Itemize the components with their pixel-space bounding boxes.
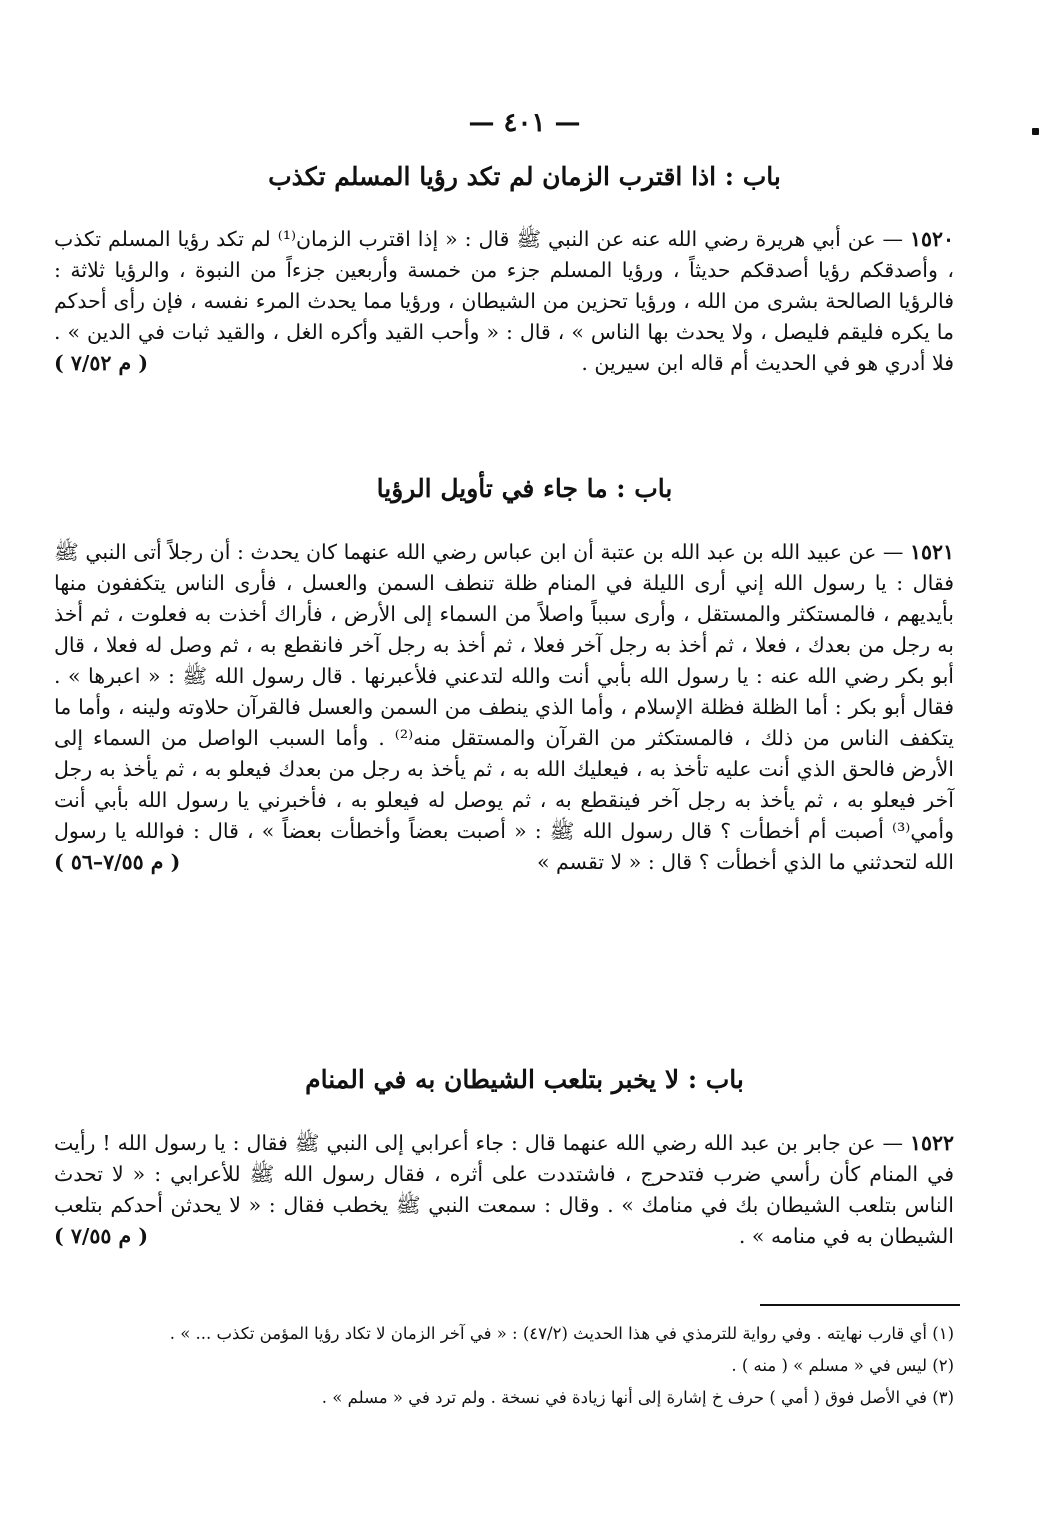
hadith-text: — عن جابر بن عبد الله رضي الله عنهما قال : جاء أعرابي إلى النبي ﷺ فقال : يا رسول الله ! رأيت في المنام كأن رأسي ضرب فتدحرج ، فاشتددت على أثره ، فقال رسول الله ﷺ للأعرابي : « لا تحدث الناس بتلعب الشيطان بك في منامك » . وقال : سمعت النبي ﷺ يخطب فقال : « لا يحدثن أحدكم بتلعب الشيطان به في منامه » .	[54, 1131, 954, 1248]
footnote: (٢) ليس في « مسلم » ( منه ) .	[731, 1356, 954, 1375]
footnotes	[54, 1318, 954, 1414]
source-reference: ( م ٧/٥٥ )	[54, 1224, 149, 1248]
hadith-text: — عن أبي هريرة رضي الله عنه عن النبي ﷺ قال : « إذا اقترب الزمان⁽¹⁾ لم تكد رؤيا المسلم تكذب ، وأصدقكم رؤيا أصدقكم حديثاً ، ورؤيا المسلم جزء من خمسة وأربعين جزءاً من النبوة ، والرؤيا ثلاثة : فالرؤيا الصالحة بشرى من الله ، ورؤيا تحزين من الشيطان ، ورؤيا مما يحدث المرء نفسه ، فإن رأى أحدكم ما يكره فليقم فليصل ، ولا يحدث بها الناس » ، قال : « وأحب القيد وأكره الغل ، والقيد ثبات في الدين » . فلا أدري هو في الحديث أم قاله ابن سيرين .	[54, 227, 954, 375]
chapter-heading: باب : ما جاء في تأويل الرؤيا	[376, 474, 673, 503]
hadith-number: ١٥٢٢	[909, 1131, 954, 1155]
source-reference: ( م ٧/٥٢ )	[54, 351, 149, 375]
footnote: (١) أي قارب نهايته . وفي رواية للترمذي في هذا الحديث (٤٧/٢) : « في آخر الزمان لا تكاد رؤيا المؤمن تكذب ... » .	[169, 1324, 954, 1343]
hadith-paragraph	[54, 537, 954, 878]
margin-dot	[1032, 128, 1039, 135]
chapter-heading: باب : لا يخبر بتلعب الشيطان به في المنام	[305, 1065, 744, 1094]
footnote-divider	[760, 1304, 960, 1306]
chapter-heading: باب : اذا اقترب الزمان لم تكد رؤيا المسلم تكذب	[268, 162, 781, 191]
hadith-paragraph	[54, 1128, 954, 1252]
hadith-paragraph	[54, 224, 954, 379]
hadith-number: ١٥٢١	[909, 540, 954, 564]
hadith-text: — عن عبيد الله بن عبد الله بن عتبة أن ابن عباس رضي الله عنهما كان يحدث : أن رجلاً أتى النبي ﷺ فقال : يا رسول الله إني أرى الليلة في المنام ظلة تنطف السمن والعسل ، فأرى الناس يتكففون منها بأيديهم ، فالمستكثر والمستقل ، وأرى سبباً واصلاً من السماء إلى الأرض ، فأراك أخذت به فعلوت ، ثم أخذ به رجل من بعدك ، فعلا ، ثم أخذ به رجل آخر فعلا ، ثم أخذ به رجل آخر فانقطع به ، ثم وصل له فعلا ، قال أبو بكر رضي الله عنه : يا رسول الله بأبي أنت والله لتدعني فلأعبرنها . قال رسول الله ﷺ : « اعبرها » . فقال أبو بكر : أما الظلة فظلة الإسلام ، وأما الذي ينطف من السمن والعسل فالقرآن حلاوته ولينه ، وأما ما يتكفف الناس من ذلك ، فالمستكثر من القرآن والمستقل منه⁽²⁾ . وأما السبب الواصل من السماء إلى الأرض فالحق الذي أنت عليه تأخذ به ، فيعليك الله به ، ثم يأخذ به رجل من بعدك فيعلو به ، ثم يأخذ به رجل آخر فيعلو به ، ثم يأخذ به رجل آخر فينقطع به ، ثم يوصل له فيعلو به ، فأخبرني يا رسول الله بأبي أنت وأمي⁽³⁾ أصبت أم أخطأت ؟ قال رسول الله ﷺ : « أصبت بعضاً وأخطأت بعضاً » ، قال : فوالله يا رسول الله لتحدثني ما الذي أخطأت ؟ قال : « لا تقسم »	[54, 540, 954, 874]
source-reference: ( م ٧/٥٥–٥٦ )	[54, 850, 181, 874]
page-number: — ٤٠١ —	[468, 108, 581, 138]
hadith-number: ١٥٢٠	[909, 227, 954, 251]
footnote: (٣) في الأصل فوق ( أمي ) حرف خ إشارة إلى أنها زيادة في نسخة . ولم ترد في « مسلم » .	[321, 1388, 954, 1407]
